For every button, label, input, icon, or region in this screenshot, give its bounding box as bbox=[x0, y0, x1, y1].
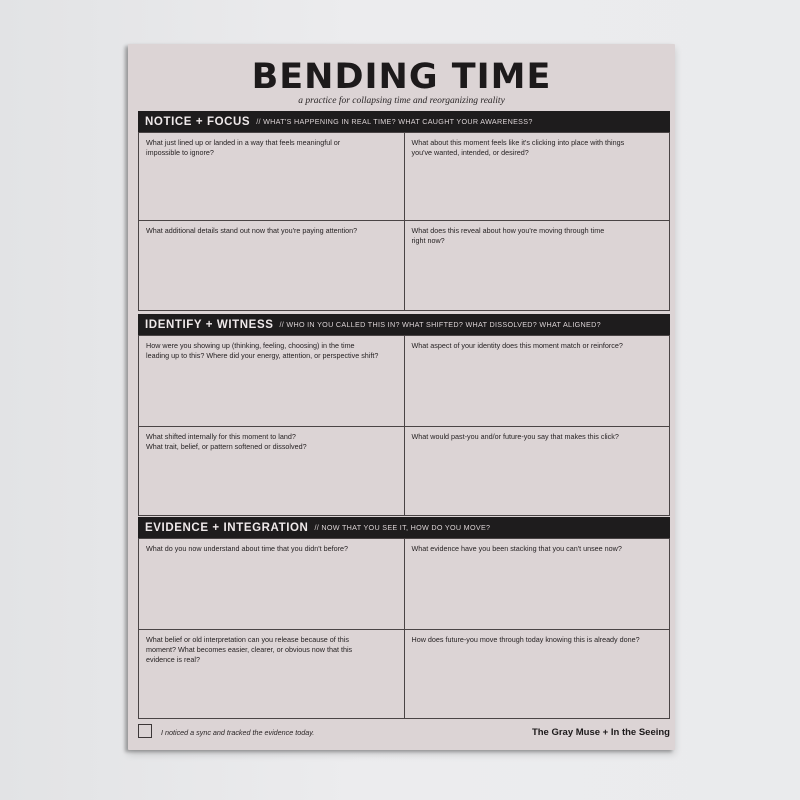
prompt-text: What do you now understand about time that you didn't before? bbox=[146, 544, 348, 553]
section-header bbox=[138, 517, 670, 538]
prompt-box[interactable] bbox=[139, 538, 405, 629]
prompt-box[interactable] bbox=[405, 629, 671, 718]
prompt-text: What belief or old interpretation can you release because of this moment? What becomes easier, clearer, or obvious now that this evidence is real? bbox=[146, 635, 353, 664]
prompt-box[interactable] bbox=[139, 426, 405, 515]
prompt-text: What would past-you and/or future-you say that makes this click? bbox=[411, 432, 619, 441]
prompt-text: What about this moment feels like it's clicking into place with things you've wanted, intended, or desired? bbox=[411, 138, 625, 157]
section-title: NOTICE + FOCUS bbox=[145, 115, 251, 128]
checkbox-label: I noticed a sync and tracked the evidence today. bbox=[161, 728, 315, 737]
section-title: EVIDENCE + INTEGRATION bbox=[145, 521, 309, 534]
section-subtitle: // NOW THAT YOU SEE IT, HOW DO YOU MOVE? bbox=[314, 523, 491, 532]
prompt-box[interactable] bbox=[405, 426, 671, 515]
prompt-text: What additional details stand out now that you're paying attention? bbox=[146, 226, 358, 235]
section-subtitle: // WHAT'S HAPPENING IN REAL TIME? WHAT CAUGHT YOUR AWARENESS? bbox=[256, 117, 533, 126]
prompt-text: What just lined up or landed in a way that feels meaningful or impossible to ignore? bbox=[146, 138, 341, 157]
prompt-text: What evidence have you been stacking that you can't unsee now? bbox=[411, 544, 622, 553]
prompt-box[interactable] bbox=[139, 220, 405, 310]
prompt-text: What shifted internally for this moment to land? What trait, belief, or pattern softened or dissolved? bbox=[146, 432, 307, 451]
prompt-box[interactable] bbox=[405, 538, 671, 629]
prompt-grid bbox=[138, 538, 670, 719]
prompt-box[interactable] bbox=[405, 220, 671, 310]
worksheet-page bbox=[128, 44, 675, 750]
prompt-text: What aspect of your identity does this moment match or reinforce? bbox=[411, 341, 623, 350]
section-evidence-integration bbox=[138, 517, 670, 719]
section-notice-focus bbox=[138, 111, 670, 311]
section-header bbox=[138, 314, 670, 335]
prompt-grid bbox=[138, 335, 670, 516]
section-title: IDENTIFY + WITNESS bbox=[145, 318, 274, 331]
section-subtitle: // WHO IN YOU CALLED THIS IN? WHAT SHIFTED? WHAT DISSOLVED? WHAT ALIGNED? bbox=[279, 320, 601, 329]
prompt-text: How were you showing up (thinking, feeling, choosing) in the time leading up to this? Where did your energy, attention, or perspective shift? bbox=[146, 341, 379, 360]
section-header bbox=[138, 111, 670, 132]
prompt-box[interactable] bbox=[405, 335, 671, 426]
prompt-grid bbox=[138, 132, 670, 311]
prompt-box[interactable] bbox=[139, 132, 405, 220]
worksheet-title: BENDING TIME bbox=[251, 57, 552, 97]
worksheet-subtitle: a practice for collapsing time and reorganizing reality bbox=[298, 96, 505, 106]
prompt-text: What does this reveal about how you're moving through time right now? bbox=[411, 226, 605, 245]
prompt-text: How does future-you move through today knowing this is already done? bbox=[411, 635, 640, 644]
section-identify-witness bbox=[138, 314, 670, 516]
prompt-box[interactable] bbox=[139, 629, 405, 718]
prompt-box[interactable] bbox=[139, 335, 405, 426]
sync-checkbox[interactable] bbox=[138, 724, 152, 738]
brand-credit: The Gray Muse + In the Seeing bbox=[531, 727, 670, 738]
prompt-box[interactable] bbox=[405, 132, 671, 220]
